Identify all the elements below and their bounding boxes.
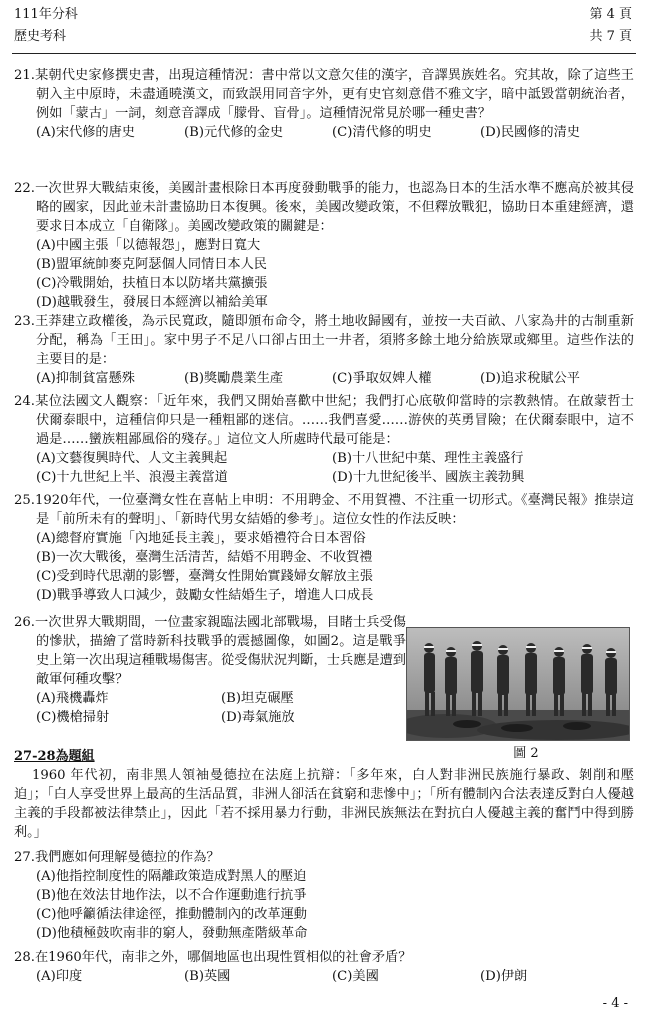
question-stem: 24.某位法國文人觀察：「近年來，我們又開始喜歡中世紀；我們打心底敬仰當時的宗教熱情。在啟蒙哲士伏爾泰眼中，這種信仰只是一種粗鄙的迷信。……我們喜愛……游俠的英勇冒險；在伏爾泰眼中，這不過是……蠻族粗鄙風俗的殘存。」這位文人所處時代最可能是： <box>14 394 634 447</box>
option-b: (B)坦克碾壓 <box>221 691 294 706</box>
option-d: (D)十九世紀後半、國族主義勃興 <box>332 470 525 485</box>
option-a: (A)抑制貧富懸殊 <box>36 371 135 386</box>
option-b: (B)一次大戰後，臺灣生活清苦，結婚不用聘金、不收賀禮 <box>36 550 373 565</box>
question-21 <box>14 66 634 142</box>
options <box>14 449 634 487</box>
option-d: (D)民國修的清史 <box>480 125 580 140</box>
question-stem: 27.我們應如何理解曼德拉的作為？ <box>14 850 220 865</box>
question-24 <box>14 392 634 487</box>
options <box>14 529 634 605</box>
option-c: (C)清代修的明史 <box>332 125 432 140</box>
option-a: (A)飛機轟炸 <box>36 691 109 706</box>
question-stem: 23.王莽建立政權後，為示民寬政，隨即頒布命令，將土地收歸國有，並按一夫百畝、八家為井的古制重新分配，稱為「王田」。家中男子不足八口卻占田土一井者，須將多餘土地分給族眾或鄉里。這些作法的主要目的是： <box>14 314 634 367</box>
soldiers-illustration <box>407 628 629 740</box>
option-d: (D)越戰發生，發展日本經濟以補給美軍 <box>36 295 268 310</box>
total-pages: 共 7 頁 <box>589 29 632 44</box>
option-c: (C)十九世紀上半、浪漫主義當道 <box>36 470 228 485</box>
question-stem: 26.一次世界大戰期間，一位畫家親臨法國北部戰場，目睹士兵受傷的慘狀，描繪了當時新科技戰爭的震撼圖像，如圖2。這是戰爭史上第一次出現這種戰場傷害。從受傷狀況判斷，士兵應是遭到敵軍何種攻擊？ <box>14 615 406 687</box>
option-d: (D)伊朗 <box>480 969 528 984</box>
subject-title: 歷史考科 <box>14 29 67 44</box>
option-b: (B)盟軍統帥麥克阿瑟個人同情日本人民 <box>36 257 267 272</box>
option-b: (B)十八世紀中葉、理性主義盛行 <box>332 451 524 466</box>
question-stem: 25.1920年代，一位臺灣女性在喜帖上申明：不用聘金、不用賀禮、不注重一切形式。《臺灣民報》推崇這是「前所未有的聲明」、「新時代男女結婚的參考」。這位女性的作法反映： <box>14 493 634 527</box>
question-25 <box>14 491 634 605</box>
option-a: (A)他指控制度性的隔離政策造成對黑人的壓迫 <box>36 869 307 884</box>
question-26 <box>14 613 406 727</box>
option-c: (C)他呼籲循法律途徑，推動體制內的改革運動 <box>36 907 307 922</box>
option-c: (C)美國 <box>332 969 379 984</box>
option-b: (B)他在效法甘地作法，以不合作運動進行抗爭 <box>36 888 307 903</box>
options <box>14 123 634 142</box>
options <box>14 967 634 986</box>
option-b: (B)元代修的金史 <box>184 125 284 140</box>
page-number: 第 4 頁 <box>589 7 632 22</box>
question-27 <box>14 848 634 943</box>
option-d: (D)毒氣施放 <box>221 710 295 725</box>
header-divider <box>12 53 636 54</box>
options <box>14 689 406 727</box>
group-passage: 1960 年代初，南非黑人領袖曼德拉在法庭上抗辯：「多年來，白人對非洲民族施行暴政、剝削和壓迫」；「白人享受世界上最高的生活品質，非洲人卻活在貧窮和悲慘中」；「所有體制內合法表達反對白人優越主義的手段都被法律禁止」，因此「若不採用暴力行動，非洲民族無法在對抗白人優越主義的奮鬥中得到勝利。」 <box>14 768 634 840</box>
figure-2-painting <box>406 627 630 741</box>
question-stem: 28.在1960年代，南非之外，哪個地區也出現性質相似的社會矛盾？ <box>14 950 412 965</box>
option-a: (A)總督府實施「內地延長主義」，要求婚禮符合日本習俗 <box>36 531 366 546</box>
option-c: (C)機槍掃射 <box>36 710 110 725</box>
options <box>14 369 634 388</box>
option-d: (D)他積極鼓吹南非的窮人，發動無產階級革命 <box>36 926 308 941</box>
option-d: (D)戰爭導致人口減少，鼓勵女性結婚生子，增進人口成長 <box>36 588 374 603</box>
option-b: (B)獎勵農業生產 <box>184 371 284 386</box>
question-23 <box>14 312 634 388</box>
figure-caption: 圖 2 <box>513 746 539 761</box>
option-a: (A)文藝復興時代、人文主義興起 <box>36 451 228 466</box>
option-b: (B)英國 <box>184 969 231 984</box>
question-group-label: 27-28為題組 <box>14 749 95 764</box>
option-c: (C)冷戰開始，扶植日本以防堵共黨擴張 <box>36 276 268 291</box>
question-stem: 21.某朝代史家修撰史書，出現這種情況：書中常以文意欠佳的漢字，音譯異族姓名。究其故，除了這些王朝入主中原時，未盡通曉漢文，而致誤用同音字外，更有史官刻意借不雅文字，暗中詆毀當朝統治者，例如「蒙古」一詞，刻意音譯成「朦骨、盲骨」。這種情況常見於哪一種史書？ <box>14 68 634 121</box>
option-d: (D)追求稅賦公平 <box>480 371 580 386</box>
option-a: (A)宋代修的唐史 <box>36 125 135 140</box>
page-footer: - 4 - <box>602 996 628 1011</box>
exam-title: 111年分科 <box>14 7 78 22</box>
question-28 <box>14 948 634 986</box>
option-a: (A)印度 <box>36 969 83 984</box>
question-stem: 22.一次世界大戰結束後，美國計畫根除日本再度發動戰爭的能力，也認為日本的生活水準不應高於被其侵略的國家，因此並未計畫協助日本復興。後來，美國改變政策，不但釋放戰犯，協助日本重建經濟，還要求日本成立「自衛隊」。美國改變政策的關鍵是： <box>14 181 634 234</box>
option-c: (C)爭取奴婢人權 <box>332 371 432 386</box>
question-22 <box>14 179 634 312</box>
option-c: (C)受到時代思潮的影響，臺灣女性開始實踐婦女解放主張 <box>36 569 373 584</box>
options <box>14 867 634 943</box>
option-a: (A)中國主張「以德報怨」，應對日寬大 <box>36 238 261 253</box>
options <box>14 236 634 312</box>
